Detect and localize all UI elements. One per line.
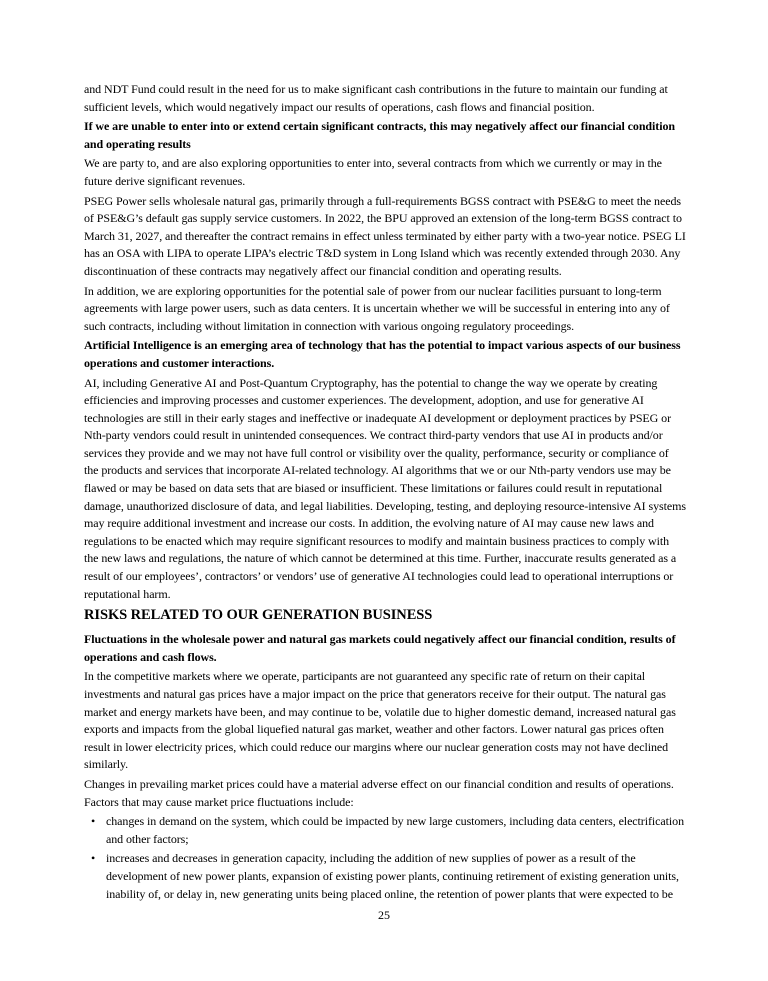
page-number: 25	[378, 908, 390, 922]
list-item-text: changes in demand on the system, which could be impacted by new large customers, including data centers, electrification and other factors;	[106, 814, 684, 846]
paragraph-contracts-intro: We are party to, and are also exploring opportunities to enter into, several contracts from which we currently or may in the future derive significant revenues.	[84, 156, 662, 188]
paragraph-ai-risks: AI, including Generative AI and Post-Quantum Cryptography, has the potential to change the way we operate by creating efficiencies and improving processes and customer experiences. The development, adoption, and use for generative AI technologies are still in their early stages and ineffective or inadequate AI development or deployment practices by PSEG or Nth-party vendors could result in unintended consequences. We contract third-party vendors that use AI in products and/or services they provide and we may not have full control or visibility over the quality, performance, security or compliance of the products and services that incorporate AI-related technology. AI algorithms that we or our Nth-party vendors use may be flawed or may be based on data sets that are biased or insufficient. These limitations or failures could result in reputational damage, unauthorized disclosure of data, and legal liabilities. Developing, testing, and deploying resource-intensive AI systems may require additional investment and increase our costs. In addition, the evolving nature of AI may cause new laws and regulations to be enacted which may require significant resources to modify and maintain business practices to comply with the new laws and regulations, the nature of which cannot be determined at this time. Further, inaccurate results generated as a result of our employees’, contractors’ or vendors’ use of generative AI technologies could lead to operational interruptions or reputational harm.	[84, 375, 686, 601]
list-item-demand-changes	[84, 813, 686, 848]
risk-heading-significant-contracts: If we are unable to enter into or extend certain significant contracts, this may negatively affect our financial condition and operating results	[84, 119, 675, 151]
list-item-generation-capacity	[84, 850, 686, 903]
paragraph-ndt-fund-continuation: and NDT Fund could result in the need for us to make significant cash contributions in the future to maintain our funding at sufficient levels, which would negatively impact our results of operations, cash flows and financial position.	[84, 82, 668, 114]
page-content	[84, 81, 686, 905]
section-heading-generation-business: RISKS RELATED TO OUR GENERATION BUSINESS	[84, 607, 433, 624]
bullet-icon: •	[91, 851, 96, 866]
paragraph-nuclear-power-sales: In addition, we are exploring opportunities for the potential sale of power from our nuclear facilities pursuant to long-term agreements with large power users, such as data centers. It is uncertain whether we will be successful in entering into any of such contracts, including without limitation in connection with various ongoing regulatory proceedings.	[84, 283, 670, 333]
list-item-text: increases and decreases in generation capacity, including the addition of new supplies of power as a result of the development of new power plants, expansion of existing power plants, continuing retirement of existing generation units, inability of, or delay in, new generating units being placed online, the retention of power plants that were expected to be	[106, 851, 679, 901]
paragraph-competitive-markets: In the competitive markets where we operate, participants are not guaranteed any specific rate of return on their capital investments and natural gas prices have a major impact on the price that generators receive for their output. The natural gas market and energy markets have been, and may continue to be, volatile due to higher domestic demand, increased natural gas exports and impacts from the global liquefied natural gas market, weather and other factors. Lower natural gas prices often result in lower electricity prices, which could reduce our margins where our nuclear generation costs may not have declined similarly.	[84, 669, 676, 772]
paragraph-market-price-factors: Changes in prevailing market prices could have a material adverse effect on our financial condition and results of operations. Factors that may cause market price fluctuations include:	[84, 776, 674, 809]
risk-heading-artificial-intelligence: Artificial Intelligence is an emerging area of technology that has the potential to impact various aspects of our business operations and customer interactions.	[84, 338, 681, 370]
page-footer	[0, 906, 768, 925]
bullet-icon: •	[91, 814, 96, 829]
risk-heading-market-fluctuations: Fluctuations in the wholesale power and natural gas markets could negatively affect our financial condition, results of operations and cash flows.	[84, 632, 676, 664]
paragraph-bgss-osa-contracts: PSEG Power sells wholesale natural gas, primarily through a full-requirements BGSS contract with PSE&G to meet the needs of PSE&G’s default gas supply service customers. In 2022, the BPU approved an extension of the long-term BGSS contract to March 31, 2027, and thereafter the contract remains in effect unless terminated by either party with a two-year notice. PSEG LI has an OSA with LIPA to operate LIPA’s electric T&D system in Long Island which was recently extended through 2030. Any discontinuation of these contracts may negatively affect our financial condition and operating results.	[84, 193, 686, 278]
market-price-factors-list	[84, 813, 686, 903]
